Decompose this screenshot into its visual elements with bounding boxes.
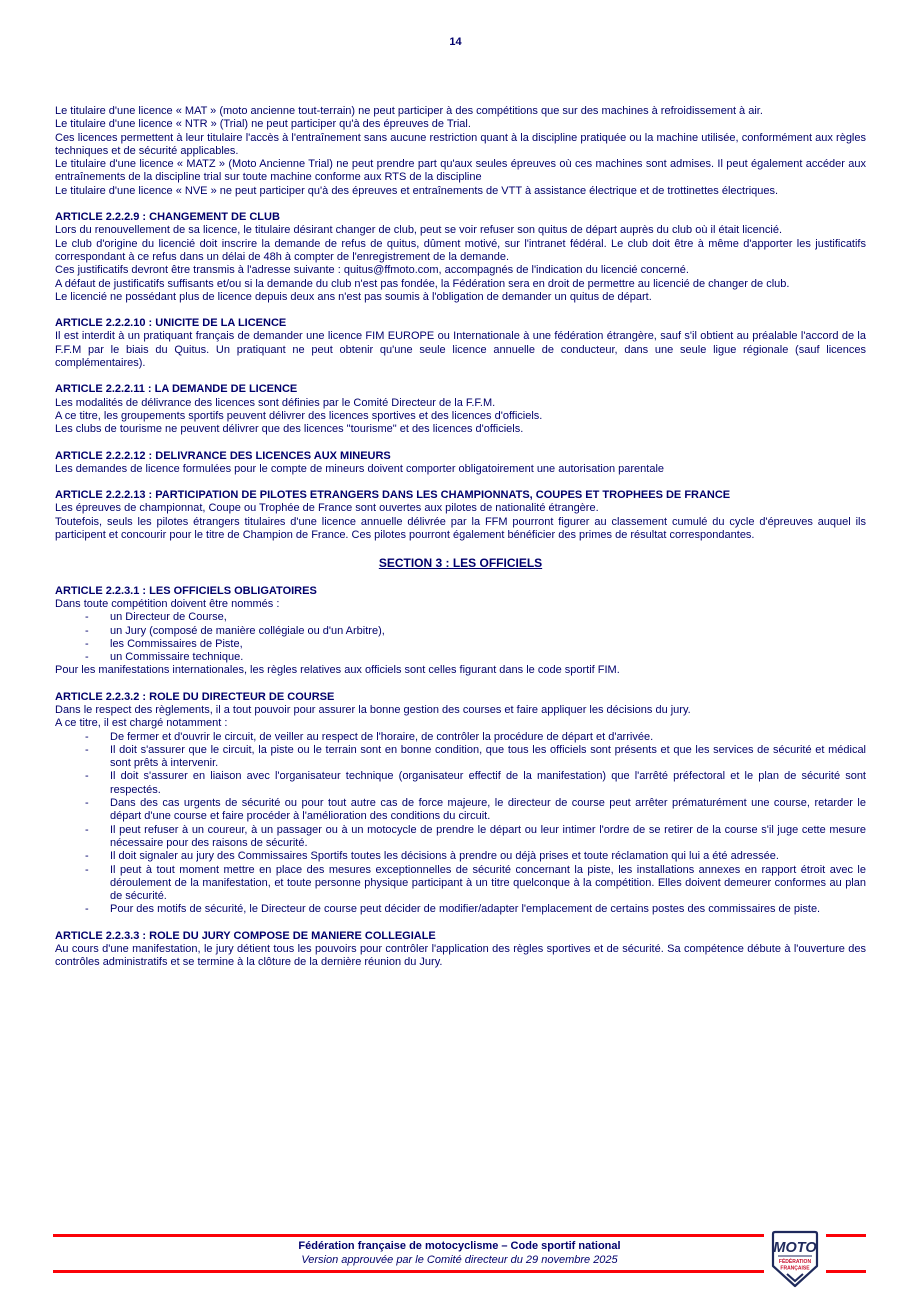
paragraph: Le club d'origine du licencié doit inscrire la demande de refus de quitus, dûment motivé, sur l'intranet fédéral. Le club doit être à même d'apporter les justificatifs correspondant à ce refus dans un délai de 48h à compter de l'enregistrement de la demande. (55, 237, 866, 263)
page-number: 14 (449, 36, 462, 48)
ffm-logo (764, 1229, 826, 1291)
footer-title: Fédération française de motocyclisme – Code sportif national (298, 1240, 621, 1252)
article-heading: ARTICLE 2.2.3.2 : ROLE DU DIRECTEUR DE COURSE (55, 690, 335, 703)
paragraph: A ce titre, il est chargé notamment : (55, 717, 228, 730)
bullet-item (55, 797, 866, 824)
paragraph: Les clubs de tourisme ne peuvent délivrer que des licences "tourisme" et des licences d'officiels. (55, 423, 524, 436)
bullet-marker: - (85, 863, 89, 876)
bullet-item (55, 625, 866, 638)
bullet-marker: - (85, 730, 89, 743)
footer-version: Version approuvée par le Comité directeur du 29 novembre 2025 (301, 1254, 618, 1266)
paragraph: A ce titre, les groupements sportifs peuvent délivrer des licences sportives et des licences d'officiels. (55, 409, 543, 422)
bullet-text: Il peut à tout moment mettre en place des mesures exceptionnelles de sécurité concernant la piste, les installations annexes en rapport étroit avec le déroulement de la manifestation, et toute personne physique participant à un titre quelconque à la compétition. Elles doivent demeurer conformes au plan de sécurité. (110, 863, 866, 903)
bullet-item (55, 824, 866, 851)
section-heading: SECTION 3 : LES OFFICIELS (378, 556, 543, 571)
ffm-logo-subtitle-2: FRANÇAISE (780, 1265, 810, 1272)
paragraph: Le titulaire d'une licence « MATZ » (Moto Ancienne Trial) ne peut prendre part qu'aux seules épreuves où ces machines sont admises. Il peut également accéder aux entraînements de la discipline trial sur toute machine conforme aux RTS de la discipline (55, 158, 866, 184)
bullet-marker: - (85, 823, 89, 836)
bullet-item (55, 850, 866, 863)
ffm-logo-subtitle-1: FÉDÉRATION (778, 1259, 812, 1265)
ffm-shield-icon (770, 1230, 820, 1288)
article-heading: ARTICLE 2.2.2.12 : DELIVRANCE DES LICENCES AUX MINEURS (55, 449, 391, 462)
bullet-text: un Jury (composé de manière collégiale ou d'un Arbitre), (110, 624, 385, 637)
article-heading: ARTICLE 2.2.2.9 : CHANGEMENT DE CLUB (55, 211, 280, 224)
paragraph: Dans le respect des règlements, il a tout pouvoir pour assurer la bonne gestion des courses et faire appliquer les décisions du jury. (55, 703, 691, 716)
bullet-text: Il peut refuser à un coureur, à un passager ou à un motocycle de prendre le départ ou leur intimer l'ordre de se retirer de la course s'il juge cette mesure nécessaire pour des raisons de sécurité. (110, 823, 866, 849)
bullet-text: un Directeur de Course, (110, 611, 227, 624)
paragraph: Le titulaire d'une licence « NTR » (Trial) ne peut participer qu'à des épreuves de Trial. (55, 118, 471, 131)
paragraph: Ces justificatifs devront être transmis à l'adresse suivante : quitus@ffmoto.com, accompagnés de l'indication du licencié concerné. (55, 264, 689, 277)
bullet-text: les Commissaires de Piste, (110, 637, 243, 650)
paragraph: Il est interdit à un pratiquant français de demander une licence FIM EUROPE ou Internationale à une fédération étrangère, sauf s'il obtient au préalable l'accord de la F.F.M par le biais du Quitus. Un pratiquant ne peut obtenir qu'une seule licence annuelle de conducteur, dans une seule ligue régionale (sauf licences complémentaires). (55, 330, 866, 370)
bullet-item (55, 770, 866, 797)
paragraph: Le titulaire d'une licence « NVE » ne peut participer qu'à des épreuves et entraînements de VTT à assistance électrique et de trottinettes électriques. (55, 184, 779, 197)
bullet-text: Pour des motifs de sécurité, le Directeur de course peut décider de modifier/adapter l'emplacement de certains postes des commissaires de piste. (110, 903, 821, 916)
bullet-text: Dans des cas urgents de sécurité ou pour tout autre cas de force majeure, le directeur de course peut arrêter prématurément une course, retarder le départ d'une course et faire procéder à l'amélioration des conditions du circuit. (110, 797, 866, 823)
bullet-marker: - (85, 624, 89, 637)
bullet-item (55, 864, 866, 904)
bullet-item (55, 731, 866, 744)
paragraph: Ces licences permettent à leur titulaire l'accès à l'entraînement sans aucune restriction quant à la discipline pratiquée ou la machine utilisée, conformément aux règles techniques et de sécurité applicables. (55, 131, 866, 157)
paragraph: Toutefois, seuls les pilotes étrangers titulaires d'une licence annuelle délivrée par la FFM pourront figurer au classement cumulé du cycle d'épreuves auquel ils participent et concourir pour le titre de Champion de France. Ces pilotes pourront également bénéficier des primes de résultat correspondantes. (55, 515, 866, 542)
bullet-item (55, 638, 866, 651)
bullet-item (55, 611, 866, 624)
bullet-marker: - (85, 651, 89, 664)
bullet-marker: - (85, 903, 89, 916)
article-heading: ARTICLE 2.2.2.11 : LA DEMANDE DE LICENCE (55, 383, 298, 396)
article-heading: ARTICLE 2.2.2.10 : UNICITE DE LA LICENCE (55, 317, 287, 330)
bullet-text: De fermer et d'ouvrir le circuit, de veiller au respect de l'horaire, de contrôler la procédure de départ et d'arrivée. (110, 730, 654, 743)
paragraph: Les demandes de licence formulées pour le compte de mineurs doivent comporter obligatoirement une autorisation parentale (55, 462, 665, 475)
bullet-marker: - (85, 743, 89, 756)
paragraph: Au cours d'une manifestation, le jury détient tous les pouvoirs pour contrôler l'application des règles sportives et de sécurité. Sa compétence débute à l'ouverture des contrôles administratifs et se termine à la clôture de la dernière réunion du Jury. (55, 943, 866, 969)
bullet-text: un Commissaire technique. (110, 651, 244, 664)
ffm-logo-title: MOTO (773, 1240, 817, 1256)
article-heading: ARTICLE 2.2.3.1 : LES OFFICIELS OBLIGATOIRES (55, 584, 317, 597)
paragraph: Les modalités de délivrance des licences sont définies par le Comité Directeur de la F.F.M. (55, 396, 496, 409)
paragraph: Les épreuves de championnat, Coupe ou Trophée de France sont ouvertes aux pilotes de nationalité étrangère. (55, 502, 599, 515)
bullet-item (55, 651, 866, 664)
bullet-marker: - (85, 850, 89, 863)
paragraph: Le licencié ne possédant plus de licence depuis deux ans n'est pas soumis à l'obligation de demander un quitus de départ. (55, 290, 652, 303)
article-heading: ARTICLE 2.2.2.13 : PARTICIPATION DE PILOTES ETRANGERS DANS LES CHAMPIONNATS, COUPES ET TROPHEES DE FRANCE (55, 489, 731, 502)
document-body (55, 105, 866, 970)
bullet-text: Il doit s'assurer que le circuit, la piste ou le terrain sont en bonne condition, que tous les officiels sont présents et que les services de sécurité et médical sont prêts à intervenir. (110, 743, 866, 770)
bullet-marker: - (85, 637, 89, 650)
paragraph: Dans toute compétition doivent être nommés : (55, 597, 280, 610)
bullet-item (55, 903, 866, 916)
bullet-marker: - (85, 770, 89, 783)
paragraph: Lors du renouvellement de sa licence, le titulaire désirant changer de club, peut se voir refuser son quitus de départ auprès du club où il était licencié. (55, 224, 783, 237)
bullet-marker: - (85, 611, 89, 624)
paragraph: Pour les manifestations internationales, les règles relatives aux officiels sont celles figurant dans le code sportif FIM. (55, 664, 620, 677)
bullet-text: Il doit s'assurer en liaison avec l'organisateur technique (organisateur effectif de la manifestation) que l'arrêté préfectoral et le plan de sécurité sont respectés. (110, 770, 866, 796)
page-footer (53, 1234, 866, 1273)
article-heading: ARTICLE 2.2.3.3 : ROLE DU JURY COMPOSE DE MANIERE COLLEGIALE (55, 929, 436, 942)
bullet-list (55, 611, 866, 664)
bullet-text: Il doit signaler au jury des Commissaires Sportifs toutes les décisions à prendre ou déjà prises et toute réclamation qui lui a été adressée. (110, 850, 779, 863)
bullet-item (55, 744, 866, 771)
bullet-marker: - (85, 797, 89, 810)
bullet-list (55, 731, 866, 917)
paragraph: Le titulaire d'une licence « MAT » (moto ancienne tout-terrain) ne peut participer à des compétitions que sur des machines à refroidissement à air. (55, 105, 763, 117)
paragraph: A défaut de justificatifs suffisants et/ou si la demande du club n'est pas fondée, la Fédération sera en droit de permettre au licencié de changer de club. (55, 277, 790, 290)
